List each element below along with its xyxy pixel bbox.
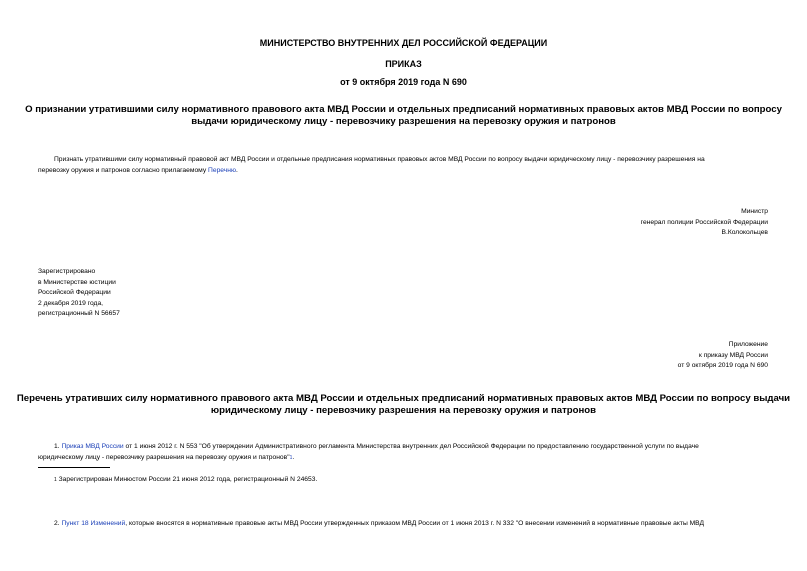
body-line-1: Признать утратившими силу нормативный правовой акт МВД России и отдельные предписания нормативных правовых актов МВД России по вопросу выдачи юридическому лицу - перевозчику разрешения на [54, 156, 705, 163]
document-title [0, 104, 807, 128]
registration-line: 2 декабря 2019 года, [38, 299, 104, 307]
body-line-2-end: . [235, 166, 238, 174]
list-title-line-1: Перечень утративших силу нормативного правового акта МВД России и отдельных предписаний нормативных правовых актов МВД России по вопросу выдачи [16, 393, 791, 404]
appendix-line: Приложение [728, 341, 768, 348]
body-paragraph [38, 155, 778, 176]
list-item-1-text: от 1 июня 2012 г. N 553 "Об утверждении Административного регламента Министерства внутренних дел Российской Федерации по предоставлению государственной услуги по выдаче [123, 443, 699, 450]
signature-position: Министр [741, 208, 768, 215]
list-item-1-link[interactable]: Приказ МВД России [61, 443, 124, 450]
footnote-text: Зарегистрирован Минюстом России 21 июня 2012 года, регистрационный N 24653. [56, 476, 318, 483]
document-title-line-2: выдачи юридическому лицу - перевозчику разрешения на перевозку оружия и патронов [191, 116, 616, 127]
list-title-line-2: юридическому лицу - перевозчику разрешения на перевозку оружия и патронов [210, 405, 597, 416]
footnote [54, 475, 754, 486]
registration-line: Зарегистрировано [38, 268, 96, 275]
list-title [0, 393, 807, 417]
document-title-line-1: О признании утратившими силу нормативного правового акта МВД России и отдельных предписаний нормативных правовых актов МВД России по вопросу [25, 104, 782, 115]
body-line-2-text: перевозку оружия и патронов согласно прилагаемому [38, 166, 209, 174]
registration-line: регистрационный N 56657 [38, 310, 120, 317]
list-item-2-text: , которые вносятся в нормативные правовые акты МВД России утвержденных приказом МВД России от 1 июня 2013 г. N 332 "О внесении изменений в нормативные правовые акты МВД [125, 520, 705, 527]
list-item-1-text-2: юридическому лицу - перевозчику разрешения на перевозку оружия и патронов" [38, 453, 290, 461]
appendix-line: к приказу МВД России [698, 351, 768, 359]
list-item-1 [38, 442, 773, 463]
document-date-number: от 9 октября 2019 года N 690 [340, 77, 467, 87]
list-item-2-link[interactable]: Пункт 18 Изменений [61, 520, 126, 527]
list-item-2 [54, 519, 789, 530]
body-line-2 [38, 166, 778, 177]
appendix-line: от 9 октября 2019 года N 690 [677, 362, 768, 369]
annex-link[interactable]: Перечню [208, 166, 236, 174]
list-item-1-line-1 [38, 442, 773, 453]
registration-line: Российской Федерации [38, 289, 111, 296]
footnote-ref[interactable]: 1 [289, 454, 293, 461]
footnote-divider [38, 467, 110, 468]
list-item-2-number: 2. [54, 520, 62, 527]
ministry-name: МИНИСТЕРСТВО ВНУТРЕННИХ ДЕЛ РОССИЙСКОЙ ФЕДЕРАЦИИ [259, 38, 548, 48]
registration-line: в Министерстве юстиции [38, 278, 116, 286]
list-item-1-line-2 [38, 453, 773, 464]
list-item-1-number: 1. [54, 443, 62, 450]
appendix-block [518, 340, 768, 372]
signature-block [468, 207, 768, 239]
document-type: ПРИКАЗ [385, 59, 422, 69]
signature-rank: генерал полиции Российской Федерации [640, 218, 768, 226]
signature-name: В.Колокольцев [721, 229, 768, 236]
list-item-1-end: . [292, 453, 295, 461]
footnote-marker: 1 [54, 477, 57, 483]
registration-block [38, 267, 238, 320]
